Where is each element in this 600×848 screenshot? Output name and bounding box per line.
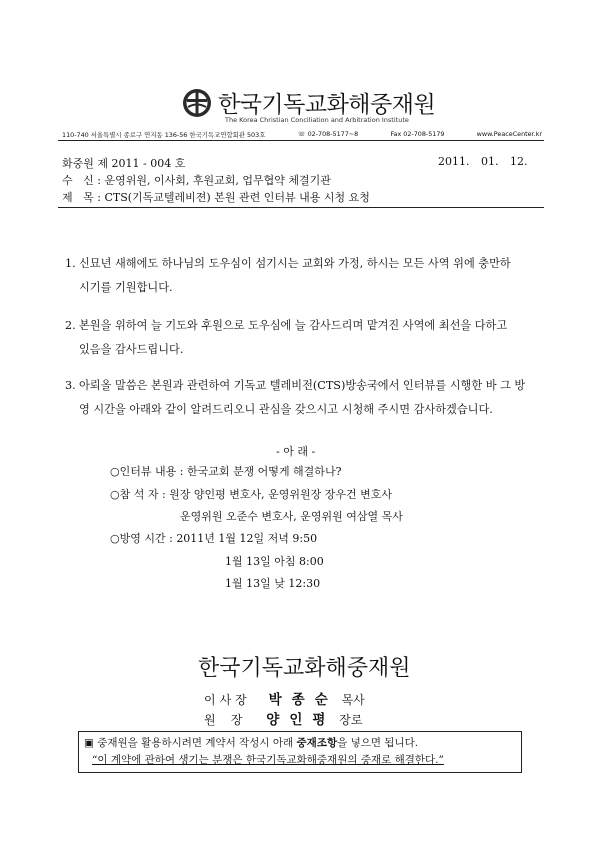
- participants-line: [110, 486, 392, 502]
- signature-org: 한국기독교화해중재원: [198, 656, 411, 681]
- org-name-ko: 한국기독교화해중재원: [218, 92, 436, 118]
- paragraph-number: 2.: [65, 319, 76, 332]
- chair-name: 박종순: [268, 692, 338, 708]
- clause-instruction-post: 을 넣으면 됩니다.: [337, 737, 419, 749]
- clause-instruction-pre: ▣ 중재원을 활용하시려면 계약서 작성시 아래: [84, 737, 294, 749]
- airtime-2: 1월 13일 아침 8:00: [225, 555, 324, 568]
- meta-divider: [58, 207, 544, 208]
- address-bar: [62, 130, 542, 139]
- chair-signature: [204, 688, 365, 708]
- interview-topic: 한국교회 분쟁 어떻게 해결하나?: [186, 465, 342, 478]
- airtime-3: 1월 13일 낮 12:30: [225, 577, 321, 590]
- subject-label: 제 목 :: [62, 191, 101, 204]
- paragraph-text: 본원을 위하여 늘 기도와 후원으로 도우심에 늘 감사드리며 맡겨진 사역에 최선을 다하고: [79, 319, 508, 332]
- airtime-line: [110, 530, 317, 546]
- participants-1: 원장 양인평 변호사, 운영위원장 장우건 변호사: [169, 488, 393, 501]
- clause-instruction: [84, 735, 418, 750]
- airtime-1: 2011년 1월 12일 저녁 9:50: [176, 532, 318, 545]
- clause-text: “이 계약에 관하여 생기는 분쟁은 한국기독교화해중재원의 중재로 해결한다.”: [92, 754, 444, 766]
- paragraph-text: 있음을 감사드립니다.: [79, 343, 184, 356]
- paragraph-1: [65, 252, 535, 300]
- paragraph-3: [65, 374, 535, 422]
- paragraph-text: 신묘년 새해에도 하나님의 도우심이 섬기시는 교회와 가정, 하시는 모든 사역 위에 충만하: [79, 257, 511, 270]
- clause-keyword: 중재조항: [296, 737, 338, 749]
- address: 110-740 서울특별시 종로구 연지동 136-56 한국기독교연합회관 503호: [62, 131, 266, 139]
- paragraph-2: [65, 314, 535, 362]
- subject: CTS(기독교텔레비젼) 본원 관련 인터뷰 내용 시청 요청: [104, 191, 370, 204]
- doc-date: 2011. 01. 12.: [438, 155, 528, 168]
- paragraph-text: 영 시간을 아래와 같이 알려드리오니 관심을 갖으시고 시청해 주시면 감사하겠습니다.: [79, 403, 493, 416]
- chair-title: 이사장: [204, 693, 251, 707]
- paragraph-text: 시기를 기원합니다.: [79, 281, 173, 294]
- header-divider: [58, 140, 544, 141]
- notice-title: - 아 래 -: [276, 445, 316, 458]
- org-logo-icon: [182, 88, 212, 118]
- participants-2: 운영위원 오준수 변호사, 운영위원 여삼열 목사: [180, 510, 403, 523]
- doc-number: 화중원 제 2011 - 004 호: [62, 157, 186, 170]
- director-signature: [204, 708, 362, 728]
- subject-line: [62, 189, 370, 205]
- paragraph-number: 3.: [65, 379, 76, 392]
- paragraph-number: 1.: [65, 257, 76, 270]
- director-role: 장로: [339, 713, 363, 727]
- fax: Fax 02-708-5179: [390, 130, 445, 138]
- director-title: 원 장: [204, 713, 243, 727]
- recipient-label: 수 신 :: [62, 174, 101, 187]
- airtime-label: ○방영 시간 :: [110, 532, 173, 545]
- paragraph-text: 아뢰올 말씀은 본원과 관련하여 기독교 텔레비전(CTS)방송국에서 인터뷰를 시행한 바 그 방: [79, 379, 526, 392]
- recipient-line: [62, 172, 331, 188]
- org-name-en: The Korea Christian Conciliation and Arbitration Institute: [225, 116, 409, 124]
- director-name: 양인평: [266, 712, 336, 728]
- interview-line: [110, 463, 341, 479]
- chair-role: 목사: [341, 693, 365, 707]
- tel: ☏ 02-708-5177~8: [297, 130, 359, 138]
- interview-label: ○인터뷰 내용 :: [110, 465, 184, 478]
- participants-label: ○참 석 자 :: [110, 488, 166, 501]
- website-link[interactable]: www.PeaceCenter.kr: [476, 130, 542, 138]
- recipient: 운영위원, 이사회, 후원교회, 업무협약 체결기관: [104, 174, 331, 187]
